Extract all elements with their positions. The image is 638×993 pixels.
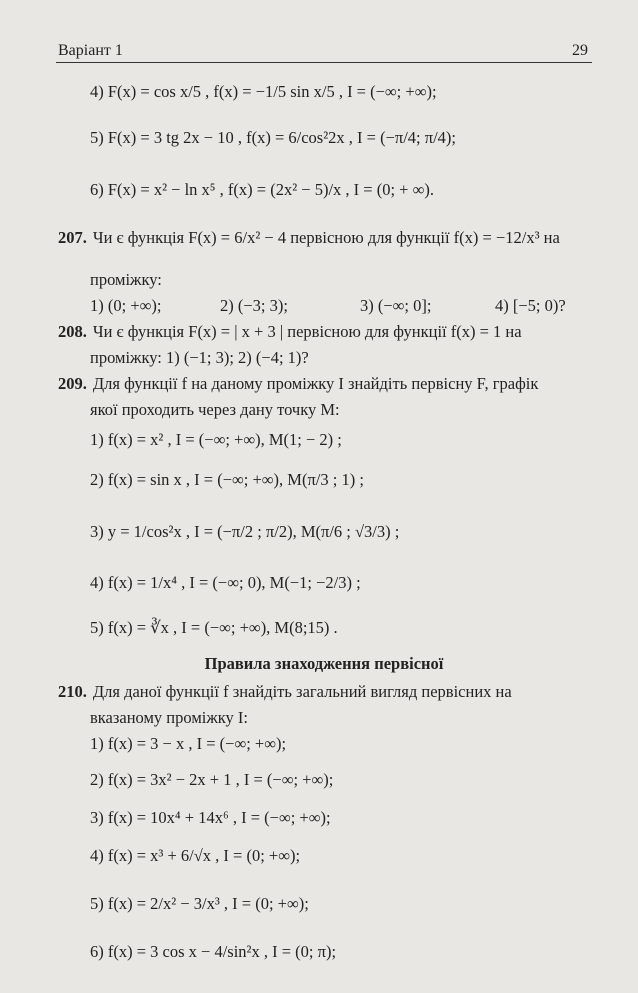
option-4: 4) [−5; 0)?: [495, 296, 566, 315]
problem-208: [58, 322, 522, 342]
item-6: 6) F(x) = x² − ln x⁵ , f(x) = (2x² − 5)/x , I = (0; + ∞).: [90, 180, 434, 199]
problem-207-text: Чи є функція F(x) = 6/x² − 4 первісною для функції f(x) = −12/x³ на: [92, 228, 560, 247]
problem-209-item-3: 3) y = 1/cos²x , I = (−π/2 ; π/2), M(π/6 ; √3/3) ;: [90, 522, 400, 541]
problem-210-item-3: 3) f(x) = 10x⁴ + 14x⁶ , I = (−∞; +∞);: [90, 808, 331, 827]
item-4: 4) F(x) = cos x/5 , f(x) = −1/5 sin x/5 , I = (−∞; +∞);: [90, 82, 437, 101]
problem-210-text: Для даної функції f знайдіть загальний вигляд первісних на: [92, 682, 512, 701]
problem-207-number: 207.: [58, 228, 87, 247]
problem-209-number: 209.: [58, 374, 87, 393]
problem-209-item-2: 2) f(x) = sin x , I = (−∞; +∞), M(π/3 ; 1) ;: [90, 470, 364, 489]
problem-210-item-1: 1) f(x) = 3 − x , I = (−∞; +∞);: [90, 734, 287, 753]
section-title: Правила знаходження первісної: [204, 654, 444, 673]
header-rule: [56, 62, 592, 63]
problem-209-text: Для функції f на даному проміжку I знайдіть первісну F, графік: [92, 374, 539, 393]
option-1: 1) (0; +∞);: [90, 296, 162, 315]
problem-208-line2: проміжку: 1) (−1; 3); 2) (−4; 1)?: [90, 348, 309, 367]
problem-210-item-5: 5) f(x) = 2/x² − 3/x³ , I = (0; +∞);: [90, 894, 309, 913]
problem-210-item-6: 6) f(x) = 3 cos x − 4/sin²x , I = (0; π);: [90, 942, 337, 961]
option-3: 3) (−∞; 0];: [360, 296, 432, 315]
problem-209-item-4: 4) f(x) = 1/x⁴ , I = (−∞; 0), M(−1; −2/3) ;: [90, 573, 361, 592]
page-number: 29: [572, 42, 588, 59]
problem-210-item-2: 2) f(x) = 3x² − 2x + 1 , I = (−∞; +∞);: [90, 770, 334, 789]
problem-210-number: 210.: [58, 682, 87, 701]
problem-210-item-4: 4) f(x) = x³ + 6/√x , I = (0; +∞);: [90, 846, 301, 865]
item-5: 5) F(x) = 3 tg 2x − 10 , f(x) = 6/cos²2x , I = (−π/4; π/4);: [90, 128, 457, 147]
problem-208-text: Чи є функція F(x) = | x + 3 | первісною для функції f(x) = 1 на: [92, 322, 522, 341]
option-2: 2) (−3; 3);: [220, 296, 288, 315]
problem-209-item-1: 1) f(x) = x² , I = (−∞; +∞), M(1; − 2) ;: [90, 430, 342, 449]
problem-208-number: 208.: [58, 322, 87, 341]
problem-207: [58, 228, 560, 248]
problem-207-line2: проміжку:: [90, 270, 162, 289]
variant-label: Варіант 1: [58, 42, 123, 59]
problem-210: [58, 682, 512, 702]
page-header: [58, 38, 588, 64]
problem-209: [58, 374, 538, 394]
problem-209-item-5: 5) f(x) = ∛x , I = (−∞; +∞), M(8;15) .: [90, 618, 338, 637]
problem-209-line2: якої проходить через дану точку M:: [90, 400, 340, 419]
problem-210-line2: вказаному проміжку I:: [90, 708, 248, 727]
